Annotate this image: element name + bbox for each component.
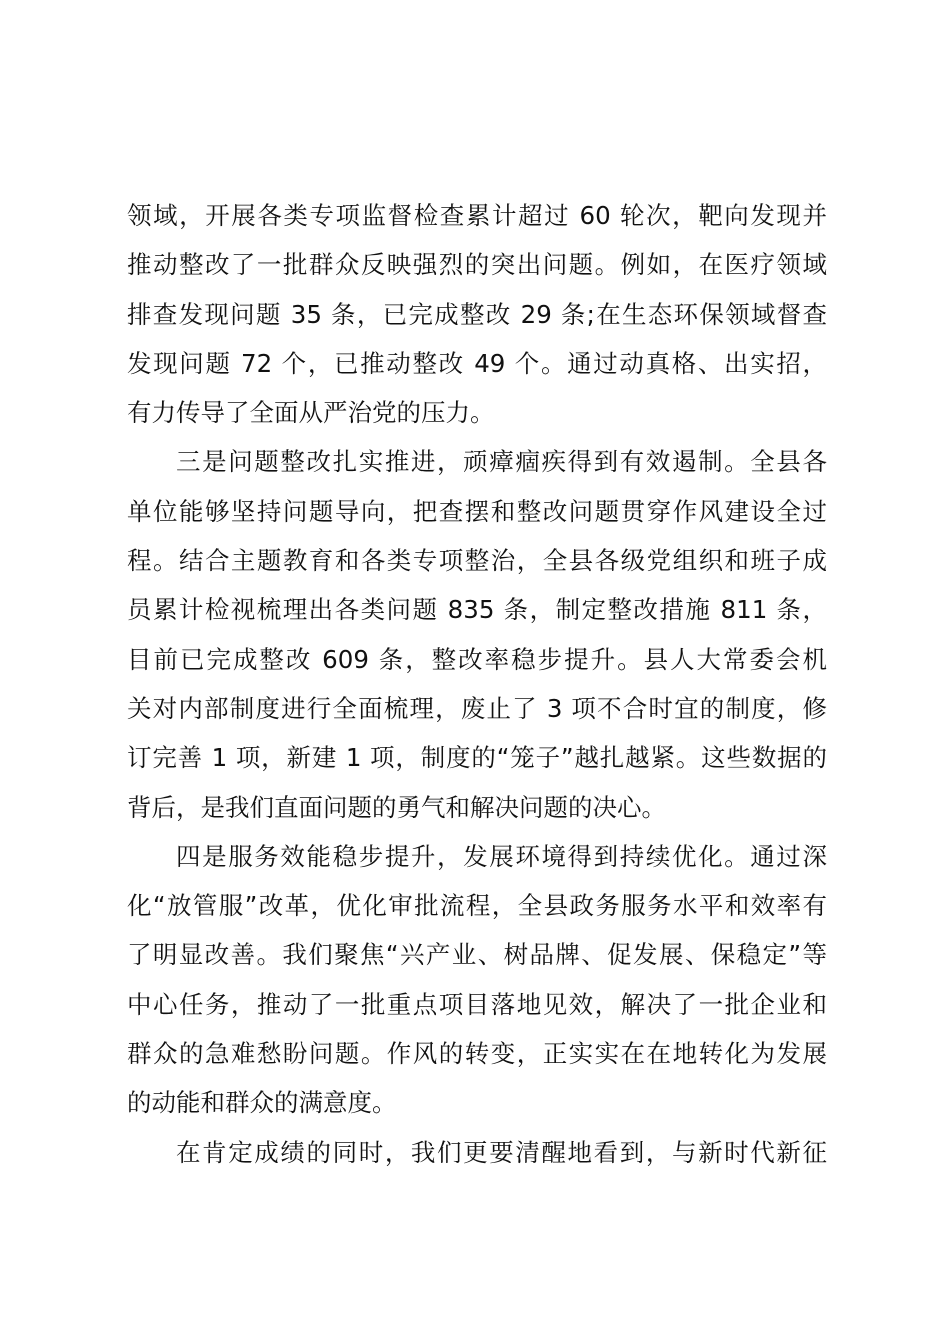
text-line: 中心任务，推动了一批重点项目落地见效，解决了一批企业和 — [127, 989, 827, 1019]
text-line: 化“放管服”改革，优化审批流程，全县政务服务水平和效率有 — [127, 891, 827, 921]
text-line: 发现问题 72 个，已推动整改 49 个。通过动真格、出实招， — [127, 348, 827, 378]
text-line: 程。结合主题教育和各类专项整治，全县各级党组织和班子成 — [127, 546, 827, 576]
text-line: 关对内部制度进行全面梳理，废止了 3 项不合时宜的制度，修 — [127, 693, 827, 723]
text-line: 的动能和群众的满意度。 — [127, 1088, 397, 1118]
text-line: 群众的急难愁盼问题。作风的转变，正实实在在地转化为发展 — [127, 1039, 827, 1069]
text-line: 了明显改善。我们聚焦“兴产业、树品牌、促发展、保稳定”等 — [127, 940, 827, 970]
paragraph-five — [127, 1128, 827, 1177]
paragraph-four — [127, 832, 827, 1128]
text-line: 推动整改了一批群众反映强烈的突出问题。例如，在医疗领域 — [127, 250, 827, 280]
text-line: 领域，开展各类专项监督检查累计超过 60 轮次，靶向发现并 — [127, 201, 827, 230]
text-line: 有力传导了全面从严治党的压力。 — [127, 398, 495, 428]
text-line: 背后，是我们直面问题的勇气和解决问题的决心。 — [127, 792, 666, 822]
text-line: 在肯定成绩的同时，我们更要清醒地看到，与新时代新征 — [176, 1137, 827, 1167]
paragraph-three — [127, 437, 827, 831]
body-text — [127, 191, 827, 1177]
text-line: 订完善 1 项，新建 1 项，制度的“笼子”越扎越紧。这些数据的 — [127, 743, 827, 773]
text-line: 单位能够坚持问题导向，把查摆和整改问题贯穿作风建设全过 — [127, 496, 827, 526]
text-line: 排查发现问题 35 条，已完成整改 29 条;在生态环保领域督查 — [127, 299, 827, 329]
paragraph-continuation — [127, 191, 827, 437]
text-line: 四是服务效能稳步提升，发展环境得到持续优化。通过深 — [176, 841, 827, 871]
text-line: 员累计检视梳理出各类问题 835 条，制定整改措施 811 条， — [127, 595, 827, 625]
text-line: 三是问题整改扎实推进，顽瘴痼疾得到有效遏制。全县各 — [176, 447, 827, 477]
text-line: 目前已完成整改 609 条，整改率稳步提升。县人大常委会机 — [127, 644, 827, 674]
